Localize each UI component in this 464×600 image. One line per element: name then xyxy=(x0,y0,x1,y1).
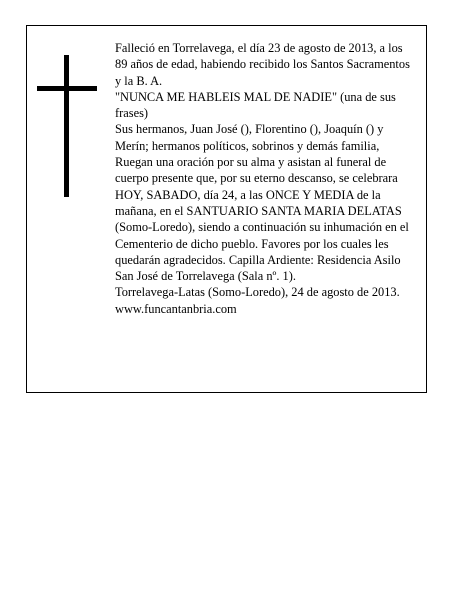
cross-icon xyxy=(37,55,97,197)
place-date-and-website: Torrelavega-Latas (Somo-Loredo), 24 de agosto de 2013. www.funcantanbria.com xyxy=(115,285,400,316)
obituary-text xyxy=(115,40,417,317)
favorite-phrase: "NUNCA ME HABLEIS MAL DE NADIE" (una de sus frases) xyxy=(115,89,396,121)
death-announcement: Falleció en Torrelavega, el día 23 de agosto de 2013, a los 89 años de edad, habiendo recibido los Santos Sacramentos y la B. A. xyxy=(115,41,410,88)
family-and-funeral-details: Sus hermanos, Juan José (), Florentino (), Joaquín () y Merín; hermanos políticos, sobrinos y demás familia, Ruegan una oración por su alma y asistan al funeral de cuerpo presente que, por su eterno descanso, se celebrara HOY, SABADO, día 24, a las ONCE Y MEDIA de la mañana, en el SANTUARIO SANTA MARIA DELATAS (Somo-Loredo), siendo a continuación su inhumación en el Cementerio de dicho pueblo. Favores por los cuales les quedarán agradecidos. Capilla Ardiente: Residencia Asilo San José de Torrelavega (Sala nº. 1). xyxy=(115,122,409,284)
obituary-notice xyxy=(26,25,427,393)
cross-vertical-beam xyxy=(64,55,69,197)
cross-horizontal-beam xyxy=(37,86,97,91)
